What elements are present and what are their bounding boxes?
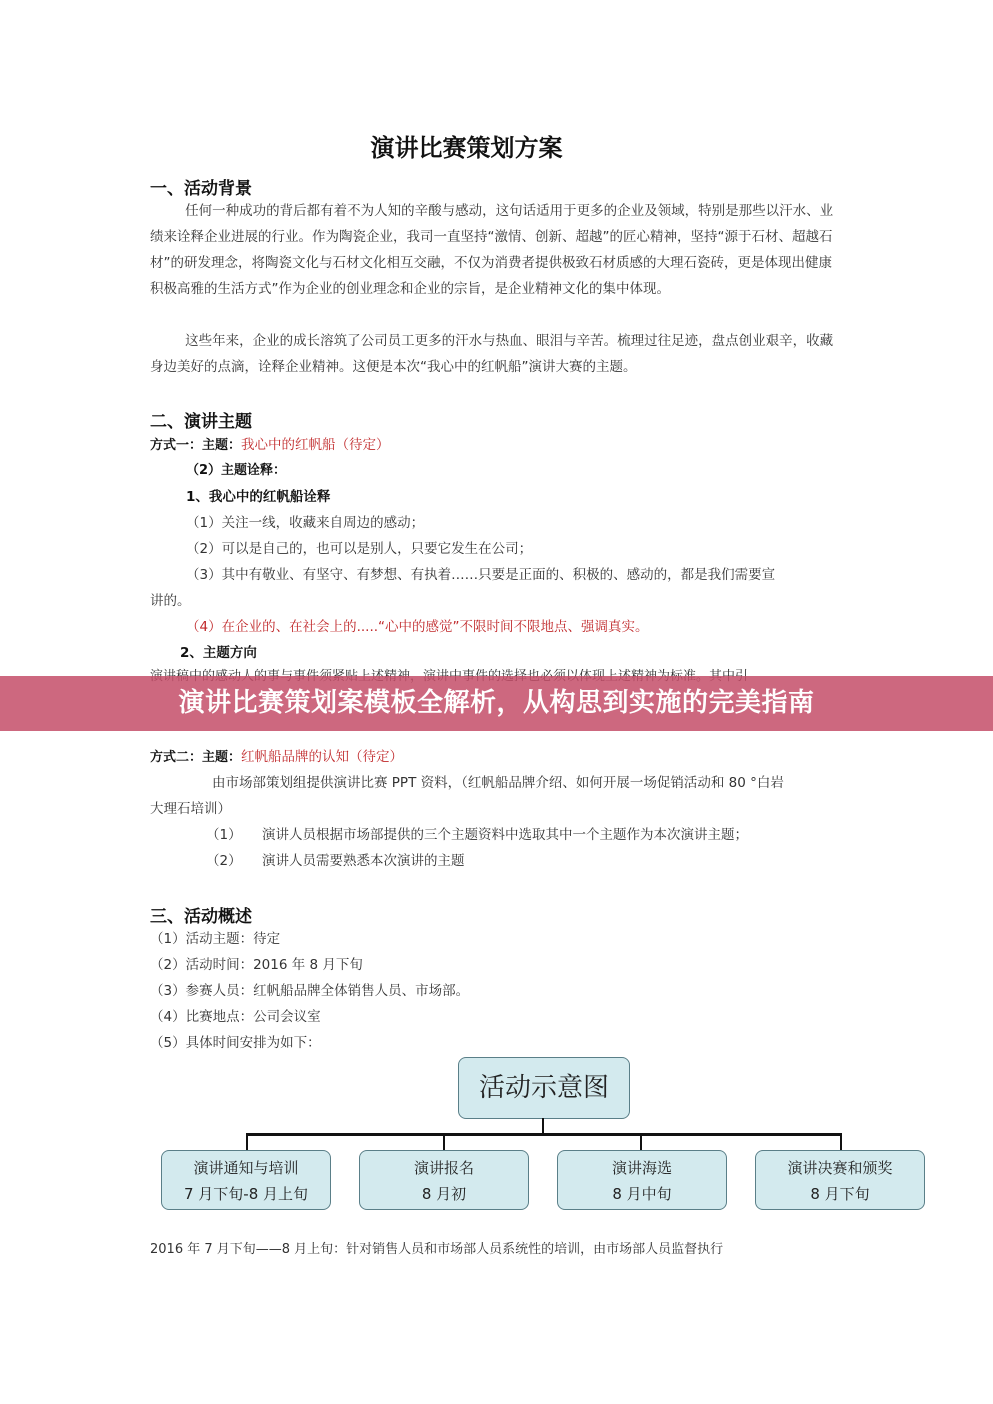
diagram-root-label: 活动示意图 — [478, 1073, 609, 1103]
way-2-description-2: 大理石培训） — [150, 801, 231, 817]
overview-item-3: （3）参赛人员：红帆船品牌全体销售人员、市场部。 — [150, 983, 470, 999]
way-2-item-1-text: 演讲人员根据市场部提供的三个主题资料中选取其中一个主题作为本次演讲主题； — [262, 827, 748, 843]
diagram-box-2-title: 演讲报名 — [413, 1159, 474, 1177]
way-2-description-1: 由市场部策划组提供演讲比赛 PPT 资料，（红帆船品牌介绍、如何开展一场促销活动和 80 °白岩 — [212, 775, 784, 791]
diagram-box-3-date: 8 月中旬 — [612, 1185, 672, 1203]
way-1-line — [150, 432, 390, 459]
item-1-red-line: （4）在企业的、在社会上的.....“心中的感觉”不限时间不限地点、强调真实。 — [186, 619, 649, 635]
way-2-line — [150, 744, 403, 771]
section-3-heading: 三、活动概述 — [150, 907, 252, 927]
item-2-heading: 2、主题方向 — [180, 645, 257, 661]
way-1-value: 我心中的红帆船（待定） — [241, 437, 390, 453]
section-1-paragraph-1: 任何一种成功的背后都有着不为人知的辛酸与感动，这句话适用于更多的企业及领域，特别是那些以汗水、业绩来诠释企业进展的行业。作为陶瓷企业，我司一直坚持“激情、创新、超越”的匠心精神，坚持“源于石材、超越石材”的研发理念，将陶瓷文化与石材文化相互交融，不仅为消费者提供极致石材质感的大理石瓷砖，更是体现出健康积极高雅的生活方式”作为企业的创业理念和企业的宗旨，是企业精神文化的集中体现。 — [150, 203, 834, 297]
diagram-box-4-date: 8 月下旬 — [810, 1185, 870, 1203]
way-2-label: 方式二：主题： — [150, 750, 242, 765]
overview-item-1: （1）活动主题：待定 — [150, 931, 281, 947]
diagram-box-2 — [359, 1150, 529, 1210]
item-1-line-3: （3）其中有敬业、有坚守、有梦想、有执着……只要是正面的、积极的、感动的，都是我们需要宣 — [186, 567, 776, 583]
way-2-item-2-text: 演讲人员需要熟悉本次演讲的主题 — [262, 853, 465, 869]
item-1-line-2: （2）可以是自己的，也可以是别人，只要它发生在公司； — [186, 541, 533, 557]
diagram-branch-3 — [640, 1133, 642, 1151]
document-title: 演讲比赛策划方案 — [370, 133, 563, 162]
section-1-paragraph-2: 这些年来，企业的成长溶筑了公司员工更多的汗水与热血、眼泪与辛苦。梳理过往足迹，盘点创业艰辛，收藏身边美好的点滴，诠释企业精神。这便是本次“我心中的红帆船”演讲大赛的主题。 — [150, 333, 834, 375]
diagram-box-3-title: 演讲海选 — [611, 1159, 672, 1177]
section-2-heading: 二、演讲主题 — [150, 412, 252, 432]
item-1-line-1: （1）关注一线，收藏来自周边的感动； — [186, 515, 425, 531]
way-2-value: 红帆船品牌的认知（待定） — [241, 749, 404, 765]
item-1-heading: 1、我心中的红帆船诠释 — [186, 489, 331, 505]
diagram-box-1 — [161, 1150, 331, 1210]
schedule-note: 2016 年 7 月下旬——8 月上旬：针对销售人员和市场部人员系统性的培训，由市场部人员监督执行 — [150, 1242, 724, 1257]
diagram-box-1-title: 演讲通知与培训 — [193, 1159, 299, 1177]
title-banner — [0, 676, 993, 731]
diagram-horizontal-connector — [246, 1133, 842, 1136]
diagram-box-1-date: 7 月下旬-8 月上旬 — [183, 1185, 309, 1203]
diagram-box-3 — [557, 1150, 727, 1210]
overview-item-5: （5）具体时间安排为如下： — [150, 1035, 321, 1051]
diagram-box-2-date: 8 月初 — [421, 1185, 467, 1203]
section-1-heading: 一、活动背景 — [150, 179, 252, 199]
diagram-box-4 — [755, 1150, 925, 1210]
item-1-line-4: 讲的。 — [150, 593, 191, 609]
way-2-item-2-num: （2） — [206, 853, 242, 869]
diagram-branch-4 — [840, 1133, 842, 1151]
way-2-item-1-num: （1） — [206, 827, 242, 843]
diagram-root-connector — [542, 1118, 544, 1134]
diagram-box-4-title: 演讲决赛和颁奖 — [787, 1159, 893, 1177]
theme-interpretation-heading: （2）主题诠释： — [186, 463, 287, 478]
overview-item-4: （4）比赛地点：公司会议室 — [150, 1009, 321, 1025]
diagram-branch-2 — [443, 1133, 445, 1151]
banner-text: 演讲比赛策划案模板全解析，从构思到实施的完美指南 — [178, 688, 815, 718]
diagram-root-box — [458, 1057, 630, 1119]
way-1-label: 方式一：主题： — [150, 438, 242, 453]
diagram-branch-1 — [246, 1133, 248, 1151]
overview-item-2: （2）活动时间：2016 年 8 月下旬 — [150, 957, 363, 973]
